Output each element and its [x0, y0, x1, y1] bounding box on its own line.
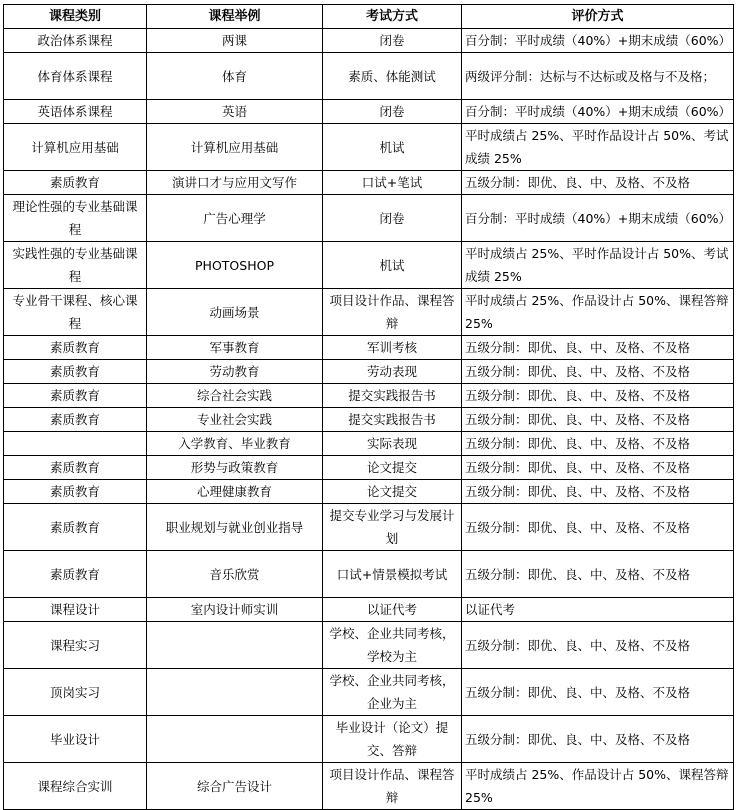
evaluation-method-cell: 百分制：平时成绩（40%）+期末成绩（60%） — [462, 195, 734, 242]
course-category-cell: 英语体系课程 — [4, 100, 147, 124]
exam-method-cell: 以证代考 — [323, 598, 462, 622]
exam-method-cell: 素质、体能测试 — [323, 53, 462, 100]
table-row — [4, 480, 734, 504]
course-category-cell: 素质教育 — [4, 360, 147, 384]
exam-method-cell: 项目设计作品、课程答辩 — [323, 289, 462, 336]
exam-method-cell: 项目设计作品、课程答辩 — [323, 763, 462, 810]
course-category-cell: 课程设计 — [4, 598, 147, 622]
evaluation-method-cell: 五级分制：即优、良、中、及格、不及格 — [462, 480, 734, 504]
exam-method-cell: 闭卷 — [323, 195, 462, 242]
exam-method-cell: 闭卷 — [323, 29, 462, 53]
table-row — [4, 551, 734, 598]
course-category-cell: 体育体系课程 — [4, 53, 147, 100]
evaluation-method-cell: 五级分制：即优、良、中、及格、不及格 — [462, 171, 734, 195]
evaluation-method-cell: 五级分制：即优、良、中、及格、不及格 — [462, 336, 734, 360]
course-category-cell: 课程综合实训 — [4, 763, 147, 810]
header-exam-method: 考试方式 — [323, 5, 462, 29]
exam-method-cell: 实际表现 — [323, 432, 462, 456]
exam-method-cell: 口试+笔试 — [323, 171, 462, 195]
course-category-cell: 政治体系课程 — [4, 29, 147, 53]
evaluation-method-cell: 五级分制：即优、良、中、及格、不及格 — [462, 504, 734, 551]
table-row — [4, 456, 734, 480]
course-category-cell: 毕业设计 — [4, 716, 147, 763]
course-category-cell: 素质教育 — [4, 408, 147, 432]
evaluation-method-cell: 五级分制：即优、良、中、及格、不及格 — [462, 384, 734, 408]
course-example-cell: 动画场景 — [147, 289, 323, 336]
course-example-cell: 广告心理学 — [147, 195, 323, 242]
exam-method-cell: 口试+情景模拟考试 — [323, 551, 462, 598]
table-row — [4, 100, 734, 124]
course-category-cell: 素质教育 — [4, 336, 147, 360]
course-category-cell: 素质教育 — [4, 456, 147, 480]
evaluation-method-cell: 五级分制：即优、良、中、及格、不及格 — [462, 360, 734, 384]
table-row — [4, 432, 734, 456]
course-example-cell: 专业社会实践 — [147, 408, 323, 432]
course-example-cell: 计算机应用基础 — [147, 124, 323, 171]
course-example-cell: 军事教育 — [147, 336, 323, 360]
table-row — [4, 622, 734, 669]
course-category-cell: 素质教育 — [4, 480, 147, 504]
header-course-category: 课程类别 — [4, 5, 147, 29]
course-category-cell: 素质教育 — [4, 504, 147, 551]
evaluation-method-cell: 两级评分制：达标与不达标或及格与不及格； — [462, 53, 734, 100]
table-row — [4, 124, 734, 171]
table-row — [4, 384, 734, 408]
exam-method-cell: 毕业设计（论文）提交、答辩 — [323, 716, 462, 763]
course-example-cell: 心理健康教育 — [147, 480, 323, 504]
exam-method-cell: 提交专业学习与发展计划 — [323, 504, 462, 551]
evaluation-method-cell: 五级分制：即优、良、中、及格、不及格 — [462, 669, 734, 716]
evaluation-method-cell: 五级分制：即优、良、中、及格、不及格 — [462, 408, 734, 432]
table-row — [4, 504, 734, 551]
exam-method-cell: 闭卷 — [323, 100, 462, 124]
exam-method-cell: 提交实践报告书 — [323, 408, 462, 432]
course-example-cell: PHOTOSHOP — [147, 242, 323, 289]
exam-method-cell: 学校、企业共同考核，学校为主 — [323, 622, 462, 669]
evaluation-method-cell: 五级分制：即优、良、中、及格、不及格 — [462, 622, 734, 669]
course-category-cell: 实践性强的专业基础课程 — [4, 242, 147, 289]
table-row — [4, 716, 734, 763]
course-example-cell: 劳动教育 — [147, 360, 323, 384]
exam-method-cell: 论文提交 — [323, 480, 462, 504]
table-row — [4, 289, 734, 336]
course-category-cell: 素质教育 — [4, 551, 147, 598]
course-category-cell: 计算机应用基础 — [4, 124, 147, 171]
evaluation-method-cell: 五级分制：即优、良、中、及格、不及格 — [462, 432, 734, 456]
course-example-cell: 综合社会实践 — [147, 384, 323, 408]
evaluation-method-cell: 五级分制：即优、良、中、及格、不及格 — [462, 716, 734, 763]
evaluation-method-cell: 平时成绩占 25%、平时作品设计占 50%、考试成绩 25% — [462, 242, 734, 289]
header-row — [4, 5, 734, 29]
table-row — [4, 598, 734, 622]
header-course-example: 课程举例 — [147, 5, 323, 29]
course-category-cell — [4, 432, 147, 456]
course-category-cell: 素质教育 — [4, 171, 147, 195]
course-example-cell: 职业规划与就业创业指导 — [147, 504, 323, 551]
course-category-cell: 顶岗实习 — [4, 669, 147, 716]
table-row — [4, 195, 734, 242]
table-row — [4, 669, 734, 716]
course-example-cell: 入学教育、毕业教育 — [147, 432, 323, 456]
course-category-cell: 理论性强的专业基础课程 — [4, 195, 147, 242]
course-example-cell: 音乐欣赏 — [147, 551, 323, 598]
evaluation-table — [3, 4, 734, 810]
course-example-cell: 两课 — [147, 29, 323, 53]
table-row — [4, 360, 734, 384]
table-row — [4, 242, 734, 289]
course-example-cell: 形势与政策教育 — [147, 456, 323, 480]
evaluation-method-cell: 平时成绩占 25%、平时作品设计占 50%、考试成绩 25% — [462, 124, 734, 171]
course-example-cell — [147, 669, 323, 716]
exam-method-cell: 机试 — [323, 124, 462, 171]
table-row — [4, 171, 734, 195]
evaluation-method-cell: 以证代考 — [462, 598, 734, 622]
course-example-cell — [147, 716, 323, 763]
exam-method-cell: 学校、企业共同考核，企业为主 — [323, 669, 462, 716]
course-example-cell: 体育 — [147, 53, 323, 100]
evaluation-method-cell: 百分制：平时成绩（40%）+期末成绩（60%） — [462, 29, 734, 53]
course-example-cell: 演讲口才与应用文写作 — [147, 171, 323, 195]
course-example-cell — [147, 622, 323, 669]
course-example-cell: 英语 — [147, 100, 323, 124]
table-row — [4, 408, 734, 432]
evaluation-method-cell: 平时成绩占 25%、作品设计占 50%、课程答辩 25% — [462, 289, 734, 336]
course-example-cell: 室内设计师实训 — [147, 598, 323, 622]
exam-method-cell: 机试 — [323, 242, 462, 289]
course-category-cell: 课程实习 — [4, 622, 147, 669]
exam-method-cell: 论文提交 — [323, 456, 462, 480]
course-example-cell: 综合广告设计 — [147, 763, 323, 810]
evaluation-method-cell: 五级分制：即优、良、中、及格、不及格 — [462, 551, 734, 598]
table-row — [4, 53, 734, 100]
exam-method-cell: 提交实践报告书 — [323, 384, 462, 408]
table-row — [4, 336, 734, 360]
evaluation-method-cell: 平时成绩占 25%、作品设计占 50%、课程答辩 25% — [462, 763, 734, 810]
evaluation-method-cell: 百分制：平时成绩（40%）+期末成绩（60%） — [462, 100, 734, 124]
course-category-cell: 专业骨干课程、核心课程 — [4, 289, 147, 336]
exam-method-cell: 劳动表现 — [323, 360, 462, 384]
course-category-cell: 素质教育 — [4, 384, 147, 408]
table-row — [4, 29, 734, 53]
evaluation-method-cell: 五级分制：即优、良、中、及格、不及格 — [462, 456, 734, 480]
exam-method-cell: 军训考核 — [323, 336, 462, 360]
header-evaluation-method: 评价方式 — [462, 5, 734, 29]
table-row — [4, 763, 734, 810]
